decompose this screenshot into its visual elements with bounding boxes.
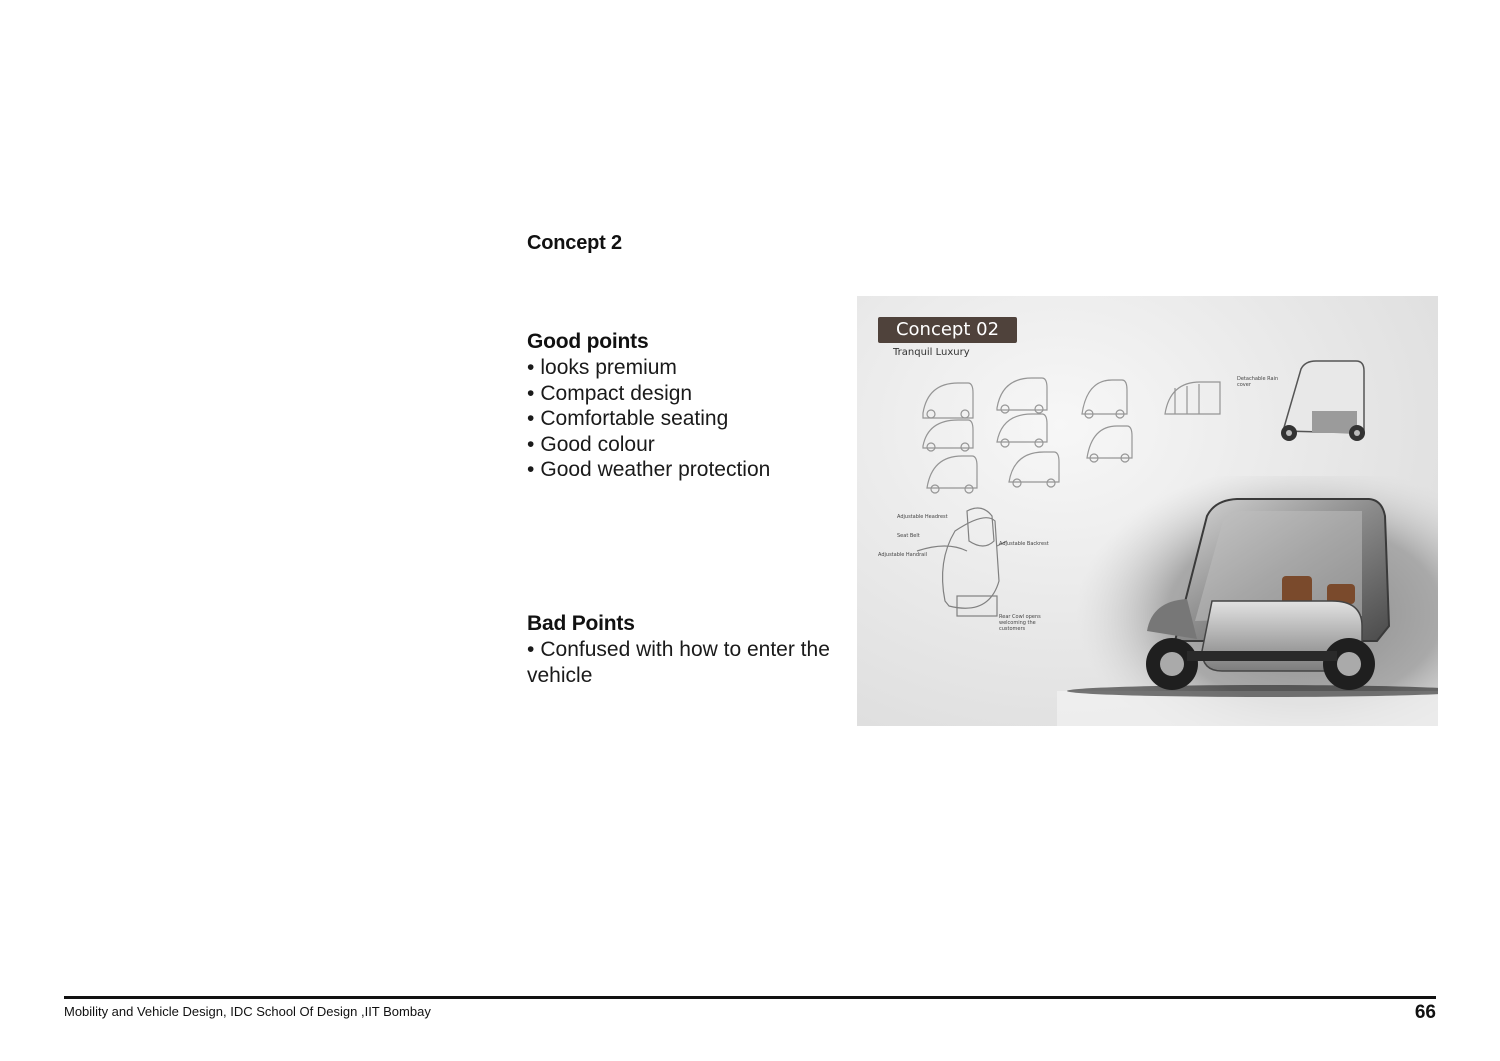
note-backrest: Adjustable Backrest [999, 541, 1049, 547]
good-points-heading: Good points [527, 330, 649, 353]
list-item: • looks premium [527, 356, 677, 379]
bad-points-list [527, 637, 847, 688]
note-seat-belt: Seat Belt [897, 533, 920, 539]
note-handrail: Adjustable Handrail [878, 552, 927, 558]
page-title: Concept 2 [527, 232, 622, 254]
list-item: • Good colour [527, 432, 655, 456]
page-number: 66 [1414, 1002, 1436, 1023]
note-rear-cowl: Rear Cowl opens welcoming the customers [999, 614, 1041, 632]
list-item: • Compact design [527, 381, 693, 405]
note-rain-cover: Detachable Rain cover [1237, 376, 1279, 388]
concept-badge: Concept 02 [878, 317, 1017, 343]
list-item: • Confused with how to enter the vehicle [527, 638, 830, 687]
footer-credit: Mobility and Vehicle Design, IDC School Of Design ,IIT Bombay [64, 1004, 431, 1019]
bad-points-section [527, 611, 847, 688]
good-points-section [527, 329, 847, 483]
list-item: • Good weather protection [527, 458, 771, 482]
vehicle-sketches-illustration [857, 296, 1438, 726]
good-points-list [527, 355, 847, 483]
list-item: • Comfortable seating [527, 407, 729, 431]
footer-divider [64, 996, 1436, 999]
bad-points-heading: Bad Points [527, 612, 635, 635]
concept-subtitle: Tranquil Luxury [893, 347, 970, 358]
note-headrest: Adjustable Headrest [897, 514, 948, 520]
concept-sketch-sheet [857, 296, 1438, 726]
